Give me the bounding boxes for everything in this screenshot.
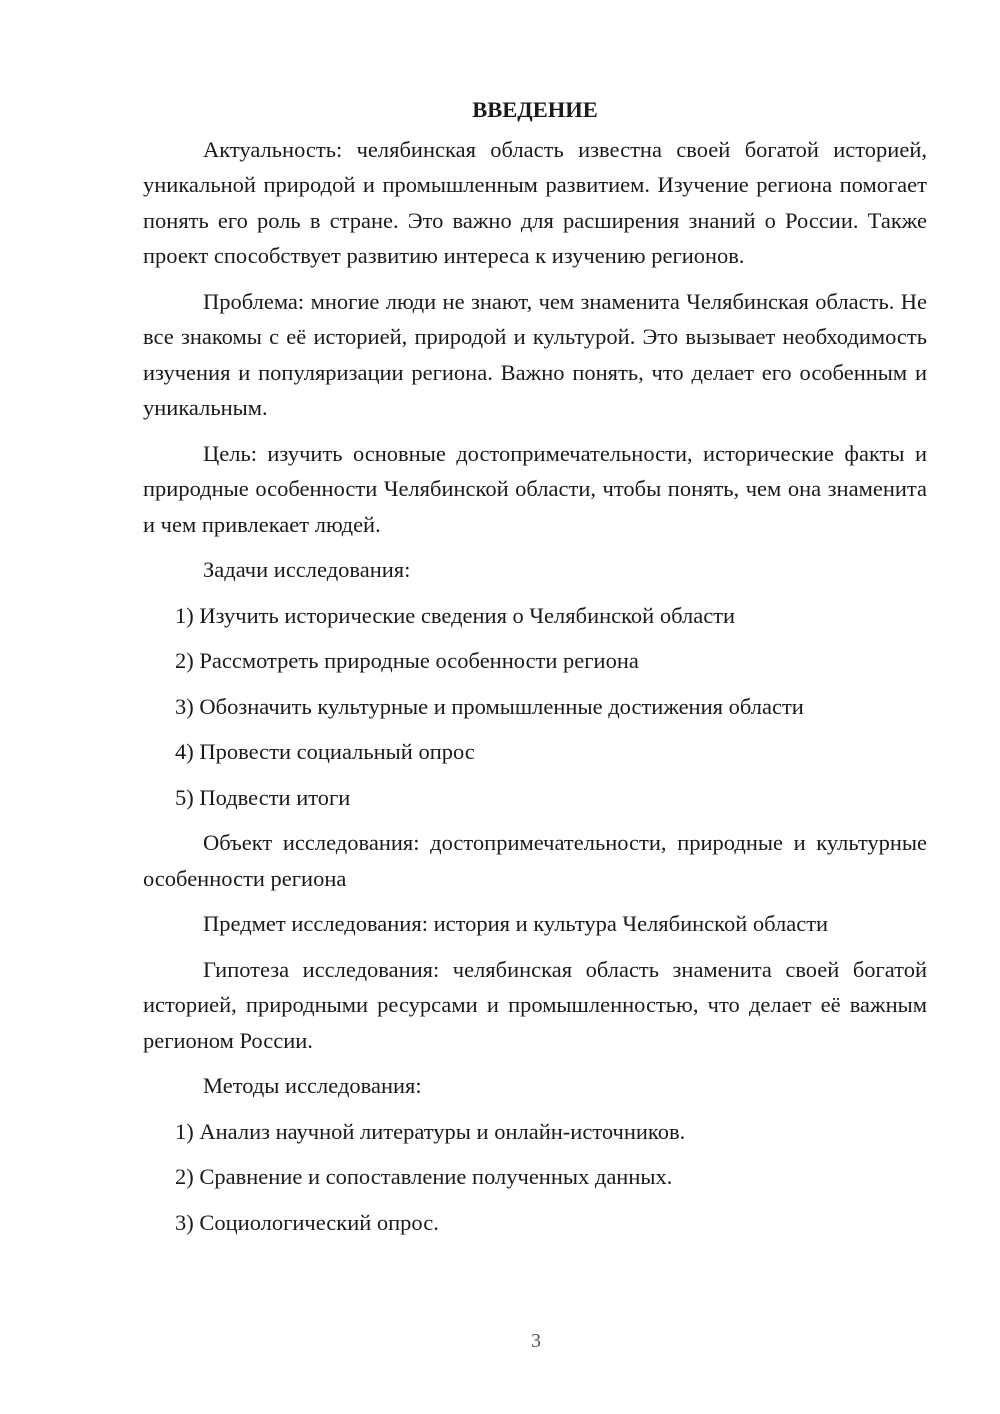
task-item: 5) Подвести итоги	[175, 784, 351, 810]
problem-paragraph: Проблема: многие люди не знают, чем знаменита Челябинская область. Не все знакомы с её историей, природой и культурой. Это вызывает необходимость изучения и популяризации региона. Важно понять, что делает его особенным и уникальным.	[143, 288, 927, 420]
goal-paragraph: Цель: изучить основные достопримечательности, исторические факты и природные особенности Челябинской области, чтобы понять, чем она знаменита и чем привлекает людей.	[143, 440, 927, 537]
methods-label: Методы исследования:	[203, 1073, 422, 1098]
page-content	[143, 92, 927, 1250]
hypothesis-paragraph: Гипотеза исследования: челябинская область знаменита своей богатой историей, природными ресурсами и промышленностью, что делает её важным регионом России.	[143, 956, 927, 1053]
page-number: 3	[531, 1330, 541, 1352]
subject-paragraph: Предмет исследования: история и культура Челябинской области	[203, 911, 829, 936]
object-paragraph: Объект исследования: достопримечательности, природные и культурные особенности региона	[143, 830, 927, 891]
method-item: 2) Сравнение и сопоставление полученных данных.	[175, 1164, 673, 1189]
task-item: 4) Провести социальный опрос	[175, 739, 475, 764]
tasks-label: Задачи исследования:	[203, 557, 411, 582]
section-heading: ВВЕДЕНИЕ	[472, 97, 598, 122]
task-item: 1) Изучить исторические сведения о Челябинской области	[175, 602, 736, 628]
task-item: 3) Обозначить культурные и промышленные достижения области	[175, 693, 804, 719]
method-item: 1) Анализ научной литературы и онлайн-источников.	[175, 1118, 686, 1144]
task-item: 2) Рассмотреть природные особенности региона	[175, 648, 639, 673]
relevance-paragraph: Актуальность: челябинская область известна своей богатой историей, уникальной природой и промышленным развитием. Изучение региона помогает понять его роль в стране. Это важно для расширения знаний о России. Также проект способствует развитию интереса к изучению регионов.	[143, 136, 927, 268]
method-item: 3) Социологический опрос.	[175, 1209, 439, 1235]
